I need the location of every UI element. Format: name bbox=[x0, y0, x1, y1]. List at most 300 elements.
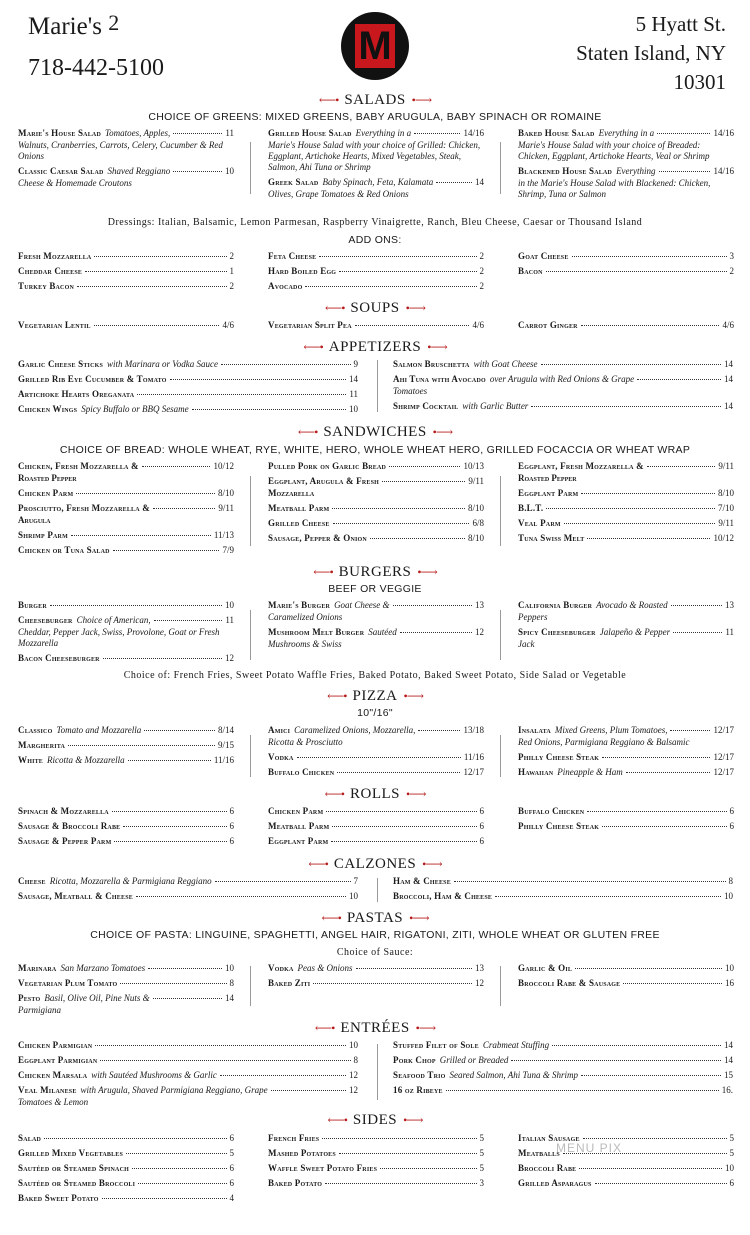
menu-item-description: Baby Spinach, Feta, Kalamata bbox=[322, 177, 434, 187]
menu-item-name: Pulled Pork on Garlic Bread bbox=[268, 461, 387, 471]
menu-item bbox=[268, 177, 484, 188]
menu-item-price: 13/18 bbox=[463, 725, 484, 735]
menu-item-price: 8 bbox=[728, 876, 733, 886]
dot-leader bbox=[94, 325, 220, 326]
dot-leader bbox=[546, 508, 715, 509]
menu-item bbox=[268, 627, 484, 638]
dot-leader bbox=[436, 182, 472, 183]
menu-item bbox=[518, 963, 734, 974]
menu-item bbox=[518, 752, 734, 763]
menu-item-price: 8/10 bbox=[217, 488, 234, 498]
menu-item bbox=[268, 978, 484, 989]
menu-item-description: Crabmeat Stuffing bbox=[482, 1040, 550, 1050]
menu-item bbox=[18, 993, 234, 1004]
menu-item-description: Grilled or Breaded bbox=[439, 1055, 509, 1065]
pizza-col-3 bbox=[518, 725, 734, 782]
addons-col-3 bbox=[518, 251, 734, 281]
menu-item bbox=[18, 545, 234, 556]
dot-leader bbox=[673, 632, 722, 633]
menu-item-price: 9/11 bbox=[718, 518, 734, 528]
dot-leader bbox=[332, 508, 465, 509]
menu-item-price: 10 bbox=[225, 600, 234, 610]
menu-item-price: 15 bbox=[724, 1070, 733, 1080]
menu-item-name: Sausage, Meatball & Cheese bbox=[18, 891, 133, 901]
menu-item-price: 8/10 bbox=[717, 488, 734, 498]
menu-item-price: 14 bbox=[724, 359, 733, 369]
menu-item-name: Broccoli Rabe bbox=[518, 1163, 577, 1173]
menu-item-price: 13 bbox=[475, 600, 484, 610]
sandwiches-col-3 bbox=[518, 461, 734, 548]
menu-item-price: 6 bbox=[229, 1163, 234, 1173]
soups-col-2 bbox=[268, 320, 484, 335]
dot-leader bbox=[137, 394, 346, 395]
menu-item-price: 13 bbox=[725, 600, 734, 610]
dot-leader bbox=[132, 1168, 227, 1169]
menu-item bbox=[268, 320, 484, 331]
menu-item-name: Garlic & Oil bbox=[518, 963, 573, 973]
section-salads: ⟵• SALADS •⟶ bbox=[318, 92, 432, 108]
dot-leader bbox=[356, 968, 473, 969]
menu-item-price: 2 bbox=[479, 281, 484, 291]
menu-item-price: 4/6 bbox=[472, 320, 484, 330]
menu-item-detail: in the Marie's House Salad with Blackened: Chicken, Shrimp, Tuna or Salmon bbox=[518, 178, 711, 199]
menu-item bbox=[18, 963, 234, 974]
menu-item bbox=[268, 503, 484, 514]
dot-leader bbox=[113, 550, 220, 551]
menu-item-price: 14 bbox=[724, 401, 733, 411]
menu-item bbox=[18, 266, 234, 277]
menu-item-price: 14/16 bbox=[713, 166, 734, 176]
menu-item-price: 9/11 bbox=[218, 503, 234, 513]
salads-col-1 bbox=[18, 128, 234, 193]
menu-item-price: 5 bbox=[729, 1133, 734, 1143]
menu-item-name: Chicken Marsala bbox=[18, 1070, 88, 1080]
menu-item bbox=[518, 978, 734, 989]
dot-leader bbox=[337, 772, 460, 773]
menu-item-description: Tomatoes, Apples, bbox=[104, 128, 171, 138]
menu-item bbox=[18, 461, 234, 472]
menu-item-price: 9/11 bbox=[718, 461, 734, 471]
menu-item bbox=[518, 1133, 734, 1144]
menu-item-detail: Peppers bbox=[518, 612, 548, 622]
menu-item-name: Shrimp Cocktail bbox=[393, 401, 459, 411]
menu-item-name: Spinach & Mozzarella bbox=[18, 806, 109, 816]
menu-item-price: 8/10 bbox=[467, 503, 484, 513]
menu-item bbox=[18, 725, 234, 736]
calzones-col-2 bbox=[393, 876, 733, 906]
menu-item bbox=[393, 1040, 733, 1051]
dot-leader bbox=[382, 481, 465, 482]
dot-leader bbox=[495, 896, 721, 897]
dot-leader bbox=[142, 466, 211, 467]
menu-item-price: 6 bbox=[229, 1133, 234, 1143]
dot-leader bbox=[114, 841, 226, 842]
menu-item-name: Buffalo Chicken bbox=[518, 806, 585, 816]
section-rolls: ⟵• ROLLS •⟶ bbox=[324, 786, 426, 802]
menu-item-name: Vegetarian Plum Tomato bbox=[18, 978, 118, 988]
menu-item bbox=[18, 806, 234, 817]
menu-item-description: San Marzano Tomatoes bbox=[60, 963, 146, 973]
menu-item bbox=[518, 627, 734, 638]
menu-item-description: Everything bbox=[616, 166, 656, 176]
section-burgers: ⟵• BURGERS •⟶ bbox=[313, 564, 437, 580]
menu-item bbox=[518, 1178, 734, 1189]
dot-leader bbox=[154, 620, 223, 621]
menu-item bbox=[18, 600, 234, 611]
menu-item-price: 16 bbox=[725, 978, 734, 988]
menu-item-name: Feta Cheese bbox=[268, 251, 317, 261]
appetizers-col-1 bbox=[18, 359, 358, 419]
menu-item-price: 8/10 bbox=[467, 533, 484, 543]
menu-item bbox=[268, 266, 484, 277]
dot-leader bbox=[380, 1168, 476, 1169]
menu-item-name: Bacon Cheeseburger bbox=[18, 653, 100, 663]
menu-item-name: Baked Sweet Potato bbox=[18, 1193, 99, 1203]
menu-item-description: Basil, Olive Oil, Pine Nuts & bbox=[44, 993, 150, 1003]
menu-item-description: Goat Cheese & bbox=[334, 600, 390, 610]
menu-item-name: Baked Potato bbox=[268, 1178, 323, 1188]
dot-leader bbox=[112, 811, 227, 812]
dot-leader bbox=[313, 983, 472, 984]
dot-leader bbox=[414, 133, 460, 134]
menu-item-name: Baked House Salad bbox=[518, 128, 595, 138]
menu-item-price: 12 bbox=[349, 1070, 358, 1080]
dot-leader bbox=[670, 730, 710, 731]
dot-leader bbox=[153, 998, 222, 999]
menu-item-name: Chicken, Fresh Mozzarella & bbox=[18, 461, 139, 471]
menu-item-name: Mushroom Melt Burger bbox=[268, 627, 365, 637]
dot-leader bbox=[76, 493, 215, 494]
dot-leader bbox=[221, 364, 350, 365]
dot-leader bbox=[148, 968, 222, 969]
menu-item-price: 7 bbox=[353, 876, 358, 886]
menu-item-name: Sausage & Broccoli Rabe bbox=[18, 821, 121, 831]
menu-item-name: Greek Salad bbox=[268, 177, 319, 187]
sandwiches-subtitle: CHOICE OF BREAD: WHOLE WHEAT, RYE, WHITE, HERO, WHOLE WHEAT HERO, GRILLED FOCACCIA OR WHEAT WRAP bbox=[59, 444, 691, 456]
address-city: Staten Island, NY bbox=[576, 41, 726, 65]
burgers-col-1 bbox=[18, 600, 234, 668]
menu-item-name: Stuffed Filet of Sole bbox=[393, 1040, 479, 1050]
menu-item-name: Philly Cheese Steak bbox=[518, 821, 600, 831]
menu-item-name: Turkey Bacon bbox=[18, 281, 74, 291]
menu-item-price: 14 bbox=[349, 374, 358, 384]
menu-item bbox=[518, 128, 734, 139]
dot-leader bbox=[575, 968, 722, 969]
menu-item-price: 4 bbox=[229, 1193, 234, 1203]
dot-leader bbox=[400, 632, 472, 633]
menu-item-description: with Goat Cheese bbox=[473, 359, 538, 369]
section-sides: ⟵• SIDES •⟶ bbox=[327, 1112, 423, 1128]
menu-item-name: Mashed Potatoes bbox=[268, 1148, 336, 1158]
menu-item bbox=[393, 359, 733, 370]
section-sandwiches: ⟵• SANDWICHES •⟶ bbox=[297, 424, 453, 440]
dot-leader bbox=[647, 466, 716, 467]
menu-item-description: Peas & Onions bbox=[297, 963, 353, 973]
menu-item bbox=[518, 767, 734, 778]
menu-item-name: Salmon Bruschetta bbox=[393, 359, 470, 369]
menu-item-price: 14 bbox=[475, 177, 484, 187]
entrees-col-2 bbox=[393, 1040, 733, 1100]
dot-leader bbox=[192, 409, 346, 410]
menu-item-description: Ricotta & Mozzarella bbox=[47, 755, 125, 765]
dot-leader bbox=[339, 271, 476, 272]
menu-item bbox=[268, 1178, 484, 1189]
menu-item-name: Salad bbox=[18, 1133, 42, 1143]
menu-item-price: 6 bbox=[229, 821, 234, 831]
menu-item-price: 12/17 bbox=[713, 767, 734, 777]
menu-item-name: Amici bbox=[268, 725, 291, 735]
menu-item-price: 8/14 bbox=[217, 725, 234, 735]
menu-item-description: Everything in a bbox=[598, 128, 655, 138]
dot-leader bbox=[587, 811, 726, 812]
dot-leader bbox=[173, 133, 222, 134]
menu-item-price: 8 bbox=[229, 978, 234, 988]
menu-item-price: 5 bbox=[229, 1148, 234, 1158]
menu-item-detail: Marie's House Salad with your choice of Breaded: Chicken, Eggplant, Artichoke Hearts, Veal or Shrimp bbox=[518, 140, 710, 161]
menu-item-name: Bacon bbox=[518, 266, 543, 276]
menu-item-name: Goat Cheese bbox=[518, 251, 569, 261]
calzones-col-1 bbox=[18, 876, 358, 906]
menu-item-price: 10/13 bbox=[463, 461, 484, 471]
menu-item bbox=[268, 600, 484, 611]
menu-item-description: Ricotta, Mozzarella & Parmigiana Reggiano bbox=[49, 876, 212, 886]
dot-leader bbox=[389, 466, 460, 467]
menu-item-price: 11 bbox=[349, 389, 358, 399]
menu-item bbox=[268, 836, 484, 847]
menu-item bbox=[518, 1148, 734, 1159]
soups-col-1 bbox=[18, 320, 234, 335]
menu-item-detail: Cheese & Homemade Croutons bbox=[18, 178, 132, 188]
menu-item-name: Chicken or Tuna Salad bbox=[18, 545, 110, 555]
menu-item-name: Seafood Trio bbox=[393, 1070, 446, 1080]
menu-item-name: Sautéed or Steamed Broccoli bbox=[18, 1178, 136, 1188]
menu-item-description: with Arugula, Shaved Parmigiana Reggiano, Grape bbox=[80, 1085, 268, 1095]
menu-item-price: 11 bbox=[225, 128, 234, 138]
menu-item-name: Vodka bbox=[268, 752, 294, 762]
menu-item bbox=[518, 320, 734, 331]
menu-item-price: 2 bbox=[479, 266, 484, 276]
dot-leader bbox=[657, 133, 710, 134]
menu-item-price: 2 bbox=[229, 251, 234, 261]
menu-item-price: 14 bbox=[225, 993, 234, 1003]
dot-leader bbox=[579, 1168, 722, 1169]
pastas-col-1 bbox=[18, 963, 234, 1020]
menu-item-name: Grilled Cheese bbox=[268, 518, 330, 528]
menu-item bbox=[18, 876, 358, 887]
menu-item bbox=[518, 518, 734, 529]
menu-item-name: California Burger bbox=[518, 600, 593, 610]
menu-item-price: 3 bbox=[729, 251, 734, 261]
menu-item-name: Hawaiian bbox=[518, 767, 554, 777]
menu-item bbox=[268, 281, 484, 292]
address-street: 5 Hyatt St. bbox=[635, 12, 726, 36]
menu-item-name: Burger bbox=[18, 600, 47, 610]
dot-leader bbox=[541, 364, 721, 365]
menu-item bbox=[18, 374, 358, 385]
menu-item-name: Chicken Wings bbox=[18, 404, 78, 414]
dot-leader bbox=[581, 325, 720, 326]
menu-item bbox=[268, 251, 484, 262]
menu-item-price: 6 bbox=[229, 836, 234, 846]
menu-item bbox=[18, 821, 234, 832]
menu-item bbox=[518, 821, 734, 832]
menu-item bbox=[18, 251, 234, 262]
menu-item bbox=[518, 725, 734, 736]
menu-item bbox=[18, 503, 234, 514]
menu-item bbox=[393, 876, 733, 887]
addons-title: ADD ONS: bbox=[348, 234, 402, 246]
menu-item bbox=[268, 752, 484, 763]
menu-item-name: Cheddar Cheese bbox=[18, 266, 83, 276]
menu-item bbox=[18, 1070, 358, 1081]
dot-leader bbox=[68, 745, 215, 746]
menu-item bbox=[518, 503, 734, 514]
menu-item-name: Sautéed or Steamed Spinach bbox=[18, 1163, 129, 1173]
menu-item-detail: Walnuts, Cranberries, Carrots, Celery, Cucumber & Red Onions bbox=[18, 140, 223, 161]
menu-item-description: Sautéed bbox=[368, 627, 397, 637]
dot-leader bbox=[50, 605, 222, 606]
menu-item-name: Sausage & Pepper Parm bbox=[18, 836, 112, 846]
dot-leader bbox=[170, 379, 346, 380]
menu-item-price: 9/11 bbox=[468, 476, 484, 486]
burgers-subtitle: BEEF OR VEGGIE bbox=[328, 583, 422, 595]
menu-item-name: Carrot Ginger bbox=[518, 320, 578, 330]
menu-item-price: 10/12 bbox=[213, 461, 234, 471]
menu-item bbox=[268, 806, 484, 817]
menu-item-detail: Cheddar, Pepper Jack, Swiss, Provolone, Goat or Fresh Mozzarella bbox=[18, 627, 220, 648]
dot-leader bbox=[583, 1138, 727, 1139]
logo-letter: M bbox=[355, 24, 395, 68]
burgers-note: Choice of: French Fries, Sweet Potato Waffle Fries, Baked Potato, Baked Sweet Potato, Side Salad or Vegetable bbox=[123, 670, 627, 681]
menu-item bbox=[18, 1085, 358, 1096]
dot-leader bbox=[77, 286, 227, 287]
dot-leader bbox=[100, 1060, 350, 1061]
pizza-subtitle: 10"/16" bbox=[357, 707, 393, 719]
dot-leader bbox=[552, 1045, 721, 1046]
dot-leader bbox=[393, 605, 472, 606]
menu-item bbox=[518, 600, 734, 611]
menu-item bbox=[268, 461, 484, 472]
burgers-col-2 bbox=[268, 600, 484, 654]
menu-item-name: Spicy Cheeseburger bbox=[518, 627, 596, 637]
menu-item-description: Tomato and Mozzarella bbox=[56, 725, 142, 735]
dot-leader bbox=[355, 325, 470, 326]
menu-item-price: 6 bbox=[479, 806, 484, 816]
menu-item-name: Baked Ziti bbox=[268, 978, 311, 988]
menu-item-description: Mixed Greens, Plum Tomatoes, bbox=[554, 725, 668, 735]
menu-item-name: Eggplant Parm bbox=[268, 836, 329, 846]
menu-item-name: Prosciutto, Fresh Mozzarella & bbox=[18, 503, 150, 513]
menu-item bbox=[268, 518, 484, 529]
dot-leader bbox=[581, 1075, 721, 1076]
section-pastas: ⟵• PASTAS •⟶ bbox=[321, 910, 429, 926]
sides-col-2 bbox=[268, 1133, 484, 1193]
dot-leader bbox=[581, 493, 715, 494]
menu-item-name: Marinara bbox=[18, 963, 57, 973]
menu-item bbox=[18, 1133, 234, 1144]
menu-item-price: 4/6 bbox=[722, 320, 734, 330]
dot-leader bbox=[220, 1075, 346, 1076]
dot-leader bbox=[564, 523, 716, 524]
dot-leader bbox=[511, 1060, 721, 1061]
menu-item-price: 13 bbox=[475, 963, 484, 973]
dot-leader bbox=[454, 881, 726, 882]
rolls-col-1 bbox=[18, 806, 234, 851]
dot-leader bbox=[623, 983, 722, 984]
menu-item-name: Meatball Parm bbox=[268, 503, 330, 513]
menu-item-name: Insalata bbox=[518, 725, 551, 735]
menu-item bbox=[18, 1193, 234, 1204]
menu-item-detail: Mozzarella bbox=[268, 488, 315, 498]
menu-item-name: Buffalo Chicken bbox=[268, 767, 335, 777]
menu-item-price: 2 bbox=[229, 281, 234, 291]
dot-leader bbox=[136, 896, 346, 897]
menu-item-name: B.L.T. bbox=[518, 503, 544, 513]
pastas-col-3 bbox=[518, 963, 734, 993]
menu-item-price: 3 bbox=[479, 1178, 484, 1188]
menu-item-name: Waffle Sweet Potato Fries bbox=[268, 1163, 378, 1173]
menu-item-name: Veal Milanese bbox=[18, 1085, 77, 1095]
menu-item bbox=[18, 653, 234, 664]
menu-item-name: White bbox=[18, 755, 44, 765]
dot-leader bbox=[446, 1090, 719, 1091]
salads-subtitle: CHOICE OF GREENS: MIXED GREENS, BABY ARUGULA, BABY SPINACH OR ROMAINE bbox=[148, 111, 602, 123]
dot-leader bbox=[138, 1183, 226, 1184]
menu-item bbox=[268, 533, 484, 544]
menu-item-name: Hard Boiled Egg bbox=[268, 266, 337, 276]
menu-item-name: Meatballs bbox=[518, 1148, 560, 1158]
menu-item bbox=[268, 767, 484, 778]
dot-leader bbox=[319, 256, 476, 257]
menu-item-price: 11 bbox=[725, 627, 734, 637]
addons-col-1 bbox=[18, 251, 234, 296]
menu-item-price: 11/13 bbox=[213, 530, 234, 540]
menu-item-price: 7/10 bbox=[717, 503, 734, 513]
rolls-col-2 bbox=[268, 806, 484, 851]
menu-item bbox=[18, 281, 234, 292]
menu-item-name: Chicken Parmigian bbox=[18, 1040, 93, 1050]
addons-col-2 bbox=[268, 251, 484, 296]
menu-item-name: Philly Cheese Steak bbox=[518, 752, 600, 762]
menu-item bbox=[18, 530, 234, 541]
dot-leader bbox=[120, 983, 226, 984]
menu-item-detail: Olives, Grape Tomatoes & Red Onions bbox=[268, 189, 409, 199]
menu-item-detail: Mushrooms & Swiss bbox=[268, 639, 342, 649]
menu-item bbox=[518, 461, 734, 472]
dot-leader bbox=[637, 379, 721, 380]
menu-item-name: Garlic Cheese Sticks bbox=[18, 359, 104, 369]
dot-leader bbox=[123, 826, 226, 827]
menu-item-name: Veal Parm bbox=[518, 518, 561, 528]
dot-leader bbox=[173, 171, 222, 172]
menu-item-price: 12/17 bbox=[463, 767, 484, 777]
menu-item-description: Seared Salmon, Ahi Tuna & Shrimp bbox=[449, 1070, 579, 1080]
menu-item-price: 6 bbox=[729, 1178, 734, 1188]
dot-leader bbox=[331, 841, 476, 842]
menu-item bbox=[18, 166, 234, 177]
menu-item-price: 10 bbox=[225, 166, 234, 176]
menu-item-description: with Garlic Butter bbox=[462, 401, 529, 411]
menu-item-price: 10 bbox=[724, 891, 733, 901]
dot-leader bbox=[144, 730, 215, 731]
menu-item-name: Sausage, Pepper & Onion bbox=[268, 533, 367, 543]
menu-item bbox=[18, 320, 234, 331]
menu-item bbox=[268, 821, 484, 832]
menu-item-name: Tuna Swiss Melt bbox=[518, 533, 585, 543]
menu-item bbox=[18, 389, 358, 400]
sandwiches-col-2 bbox=[268, 461, 484, 548]
menu-item-price: 5 bbox=[479, 1163, 484, 1173]
